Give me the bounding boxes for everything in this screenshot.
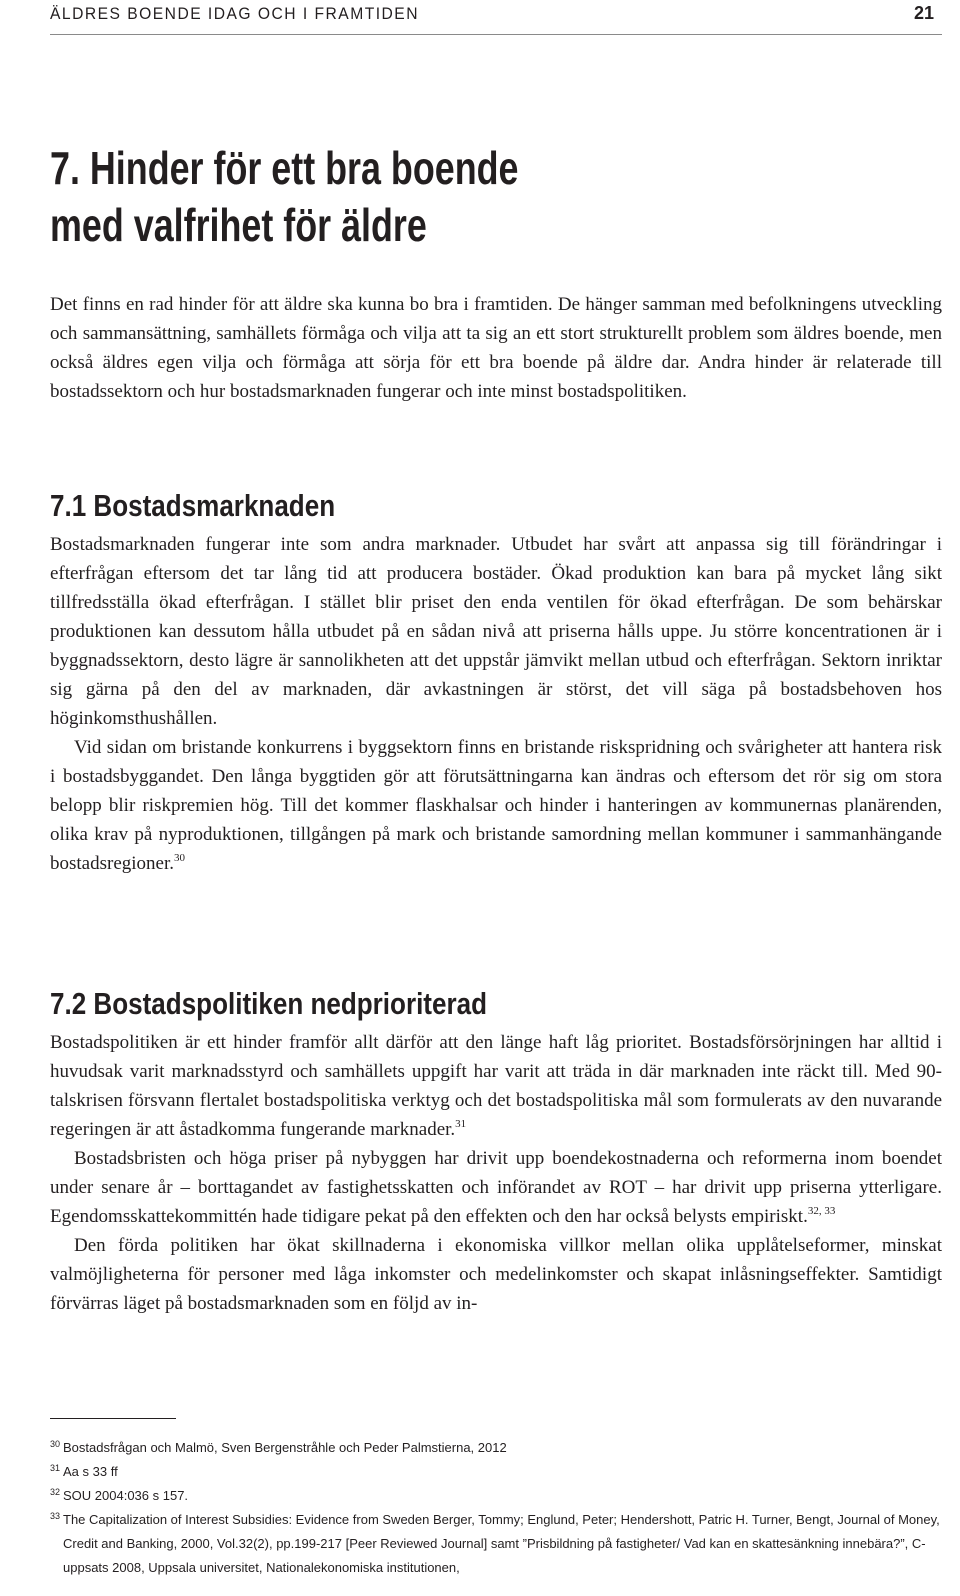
footnote-text: SOU 2004:036 s 157. [63, 1488, 189, 1503]
section-7-1-paragraph-1: Bostadsmarknaden fungerar inte som andra marknader. Utbudet har svårt att anpassa sig till förändringar i efterfrågan eftersom det tar lång tid att producera bostäder. Ökad produktion kan bara på mycket lång sikt tillfredsställa ökad efterfrågan. I stället blir priset den enda ventilen för ökad efterfrågan. De som behärskar produktionen kan dessutom hålla utbudet på en sådan nivå att priserna hålls uppe. Ju större koncentrationen är i byggnadssektorn, desto lägre är sannolikheten att det uppstår jämvikt mellan utbud och efterfrågan. Sektorn inriktar sig gärna på den del av marknaden, där avkastningen är störst, det vill säga på bostadsbehoven hos höginkomsthushållen. [50, 534, 942, 729]
footnote-number: 33 [50, 1511, 61, 1521]
chapter-title-line-1: 7. Hinder för ett bra boende [50, 142, 519, 194]
section-7-2-paragraph-1 [50, 1028, 942, 1144]
footnote-ref-32-33: 32, 33 [807, 1205, 836, 1217]
footnote [50, 1436, 942, 1460]
section-7-2-paragraph-2 [50, 1144, 942, 1231]
footnote-text: The Capitalization of Interest Subsidies: Evidence from Sweden Berger, Tommy; Englund, Peter; Hendershott, Patric H. Turner, Bengt, Journal of Money, Credit and Banking, 2000, Vol.32(2), pp.199-217 [Peer Reviewed Journal] samt ”Prisbildning på fastigheter/ Vad kan en skattesänkning innebära?”, C-uppsats 2008, Uppsala universitet, Nationalekonomiska institutionen, [63, 1512, 940, 1575]
footnote-text: Aa s 33 ff [63, 1464, 118, 1479]
footnote-divider [50, 1418, 176, 1419]
chapter-title [50, 140, 736, 254]
footnote [50, 1460, 942, 1484]
footnote-number: 32 [50, 1487, 61, 1497]
intro-paragraph: Det finns en rad hinder för att äldre ska kunna bo bra i framtiden. De hänger samman med befolkningens utveckling och sammansättning, samhällets förmåga och vilja att ta sig an ett stort strukturellt problem som äldres boende, men också äldres egen vilja och förmåga att sörja för ett bra boende på äldre dar. Andra hinder är relaterade till bostadssektorn och hur bostadsmarknaden fungerar och inte minst bostadspolitiken. [50, 294, 942, 402]
section-7-1-body [50, 530, 942, 878]
footnote-ref-30: 30 [174, 852, 186, 864]
section-7-2-paragraph-1-text: Bostadspolitiken är ett hinder framför allt därför att den länge haft låg prioritet. Bostadsförsörjningen har alltid i huvudsak varit marknadsstyrd och samhällets uppgift har varit att träda in där marknaden inte räckt till. Med 90-talskrisen försvann flertalet bostadspolitiska verktyg och det bostadspolitiska mål som formulerats av den nuvarande regeringen är att åstadkomma fungerande marknader. [50, 1032, 942, 1140]
section-7-1-paragraph-2 [50, 733, 942, 878]
section-7-1-paragraph-2-text: Vid sidan om bristande konkurrens i byggsektorn finns en bristande riskspridning och svårigheter att hantera risk i bostadsbyggandet. Den långa byggtiden gör att förutsättningarna kan ändras och eftersom det rör sig om stora belopp blir riskpremien hög. Till det kommer flaskhalsar och hinder i hanteringen av kommunernas planärenden, olika krav på nyproduktionen, tillgången på mark och bristande samordning mellan kommuner i sammanhängande bostadsregioner. [50, 737, 942, 874]
section-heading-7-2: 7.2 Bostadspolitiken nedprioriterad [50, 986, 487, 1021]
page-number: 21 [913, 3, 934, 23]
footnote [50, 1508, 942, 1580]
section-7-2-body [50, 1028, 942, 1318]
footnote [50, 1484, 942, 1508]
section-7-2-paragraph-3: Den förda politiken har ökat skillnaderna i ekonomiska villkor mellan olika upplåtelseformer, minskat valmöjligheterna för personer med låga inkomster och medelinkomster och skapat inlåsningseffekter. Samtidigt förvärras läget på bostadsmarknaden som en följd av in- [50, 1235, 942, 1314]
running-header-title: ÄLDRES BOENDE IDAG OCH I FRAMTIDEN [50, 4, 419, 23]
footnote-number: 31 [50, 1463, 61, 1473]
section-7-2-paragraph-2-text: Bostadsbristen och höga priser på nybyggen har drivit upp boendekostnaderna och reformerna inom boendet under senare år – borttagandet av fastighetsskatten och införandet av ROT – har drivit upp priserna ytterligare. Egendomsskattekommittén hade tidigare pekat på den effekten och den har också belysts empiriskt. [50, 1148, 942, 1227]
chapter-title-line-2: med valfrihet för äldre [50, 199, 427, 251]
section-heading-7-1: 7.1 Bostadsmarknaden [50, 488, 336, 523]
footnotes [50, 1436, 942, 1580]
footnote-number: 30 [50, 1439, 61, 1449]
footnote-text: Bostadsfrågan och Malmö, Sven Bergenstråhle och Peder Palmstierna, 2012 [63, 1440, 507, 1455]
footnote-ref-31: 31 [455, 1118, 467, 1130]
chapter-intro [50, 290, 942, 406]
running-header [50, 0, 942, 35]
